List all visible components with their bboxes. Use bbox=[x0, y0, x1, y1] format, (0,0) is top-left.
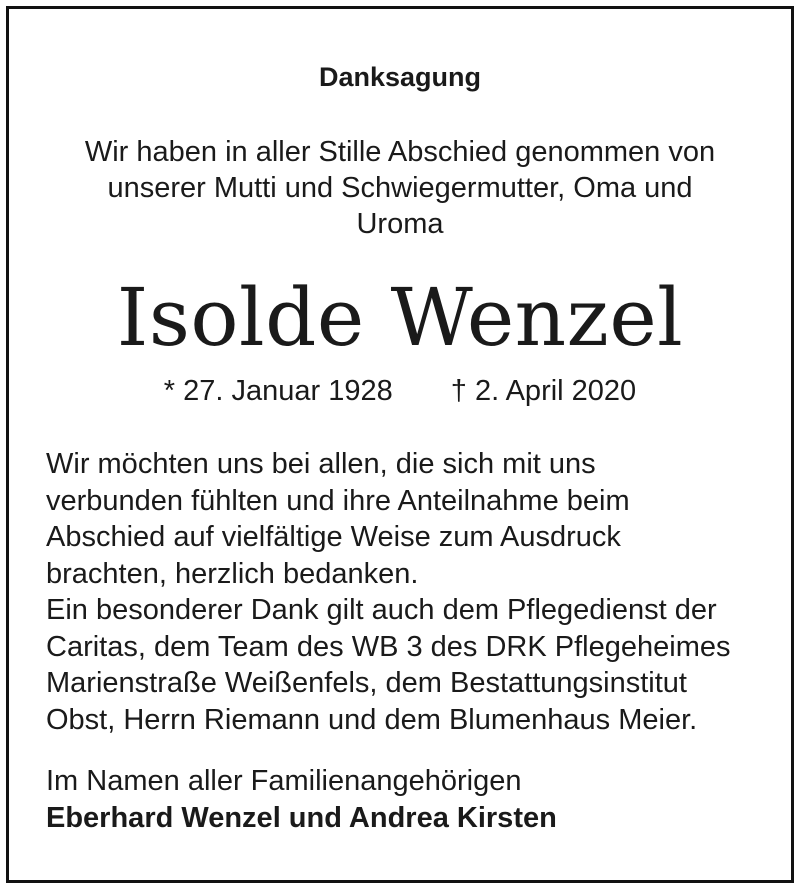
birth-date: * 27. Januar 1928 bbox=[163, 375, 393, 407]
closing-block bbox=[46, 763, 766, 836]
notice-heading: Danksagung bbox=[318, 62, 482, 92]
signers-names: Eberhard Wenzel und Andrea Kirsten bbox=[46, 801, 557, 834]
intro-line: unserer Mutti und Schwiegermutter, Oma und bbox=[107, 172, 693, 204]
thanks-line: Caritas, dem Team des WB 3 des DRK Pflegeheimes bbox=[46, 630, 731, 663]
thanks-text bbox=[46, 446, 766, 738]
deceased-name: Isolde Wenzel bbox=[116, 271, 684, 364]
thanks-line: Abschied auf vielfältige Weise zum Ausdruck bbox=[46, 521, 621, 553]
thanks-line: Ein besonderer Dank gilt auch dem Pflegedienst der bbox=[46, 594, 717, 626]
life-dates bbox=[0, 372, 800, 410]
intro-line: Uroma bbox=[356, 208, 444, 240]
thanks-line: Obst, Herrn Riemann und dem Blumenhaus Meier. bbox=[46, 703, 698, 736]
intro-text bbox=[0, 134, 800, 242]
thanks-line: Marienstraße Weißenfels, dem Bestattungsinstitut bbox=[46, 667, 687, 699]
death-date: † 2. April 2020 bbox=[450, 375, 637, 407]
thanks-line: brachten, herzlich bedanken. bbox=[46, 557, 419, 590]
closing-line: Im Namen aller Familienangehörigen bbox=[46, 765, 522, 797]
thanks-line: Wir möchten uns bei allen, die sich mit uns bbox=[46, 448, 596, 480]
thanks-line: verbunden fühlten und ihre Anteilnahme beim bbox=[46, 484, 630, 517]
intro-line: Wir haben in aller Stille Abschied genommen von bbox=[84, 136, 716, 168]
